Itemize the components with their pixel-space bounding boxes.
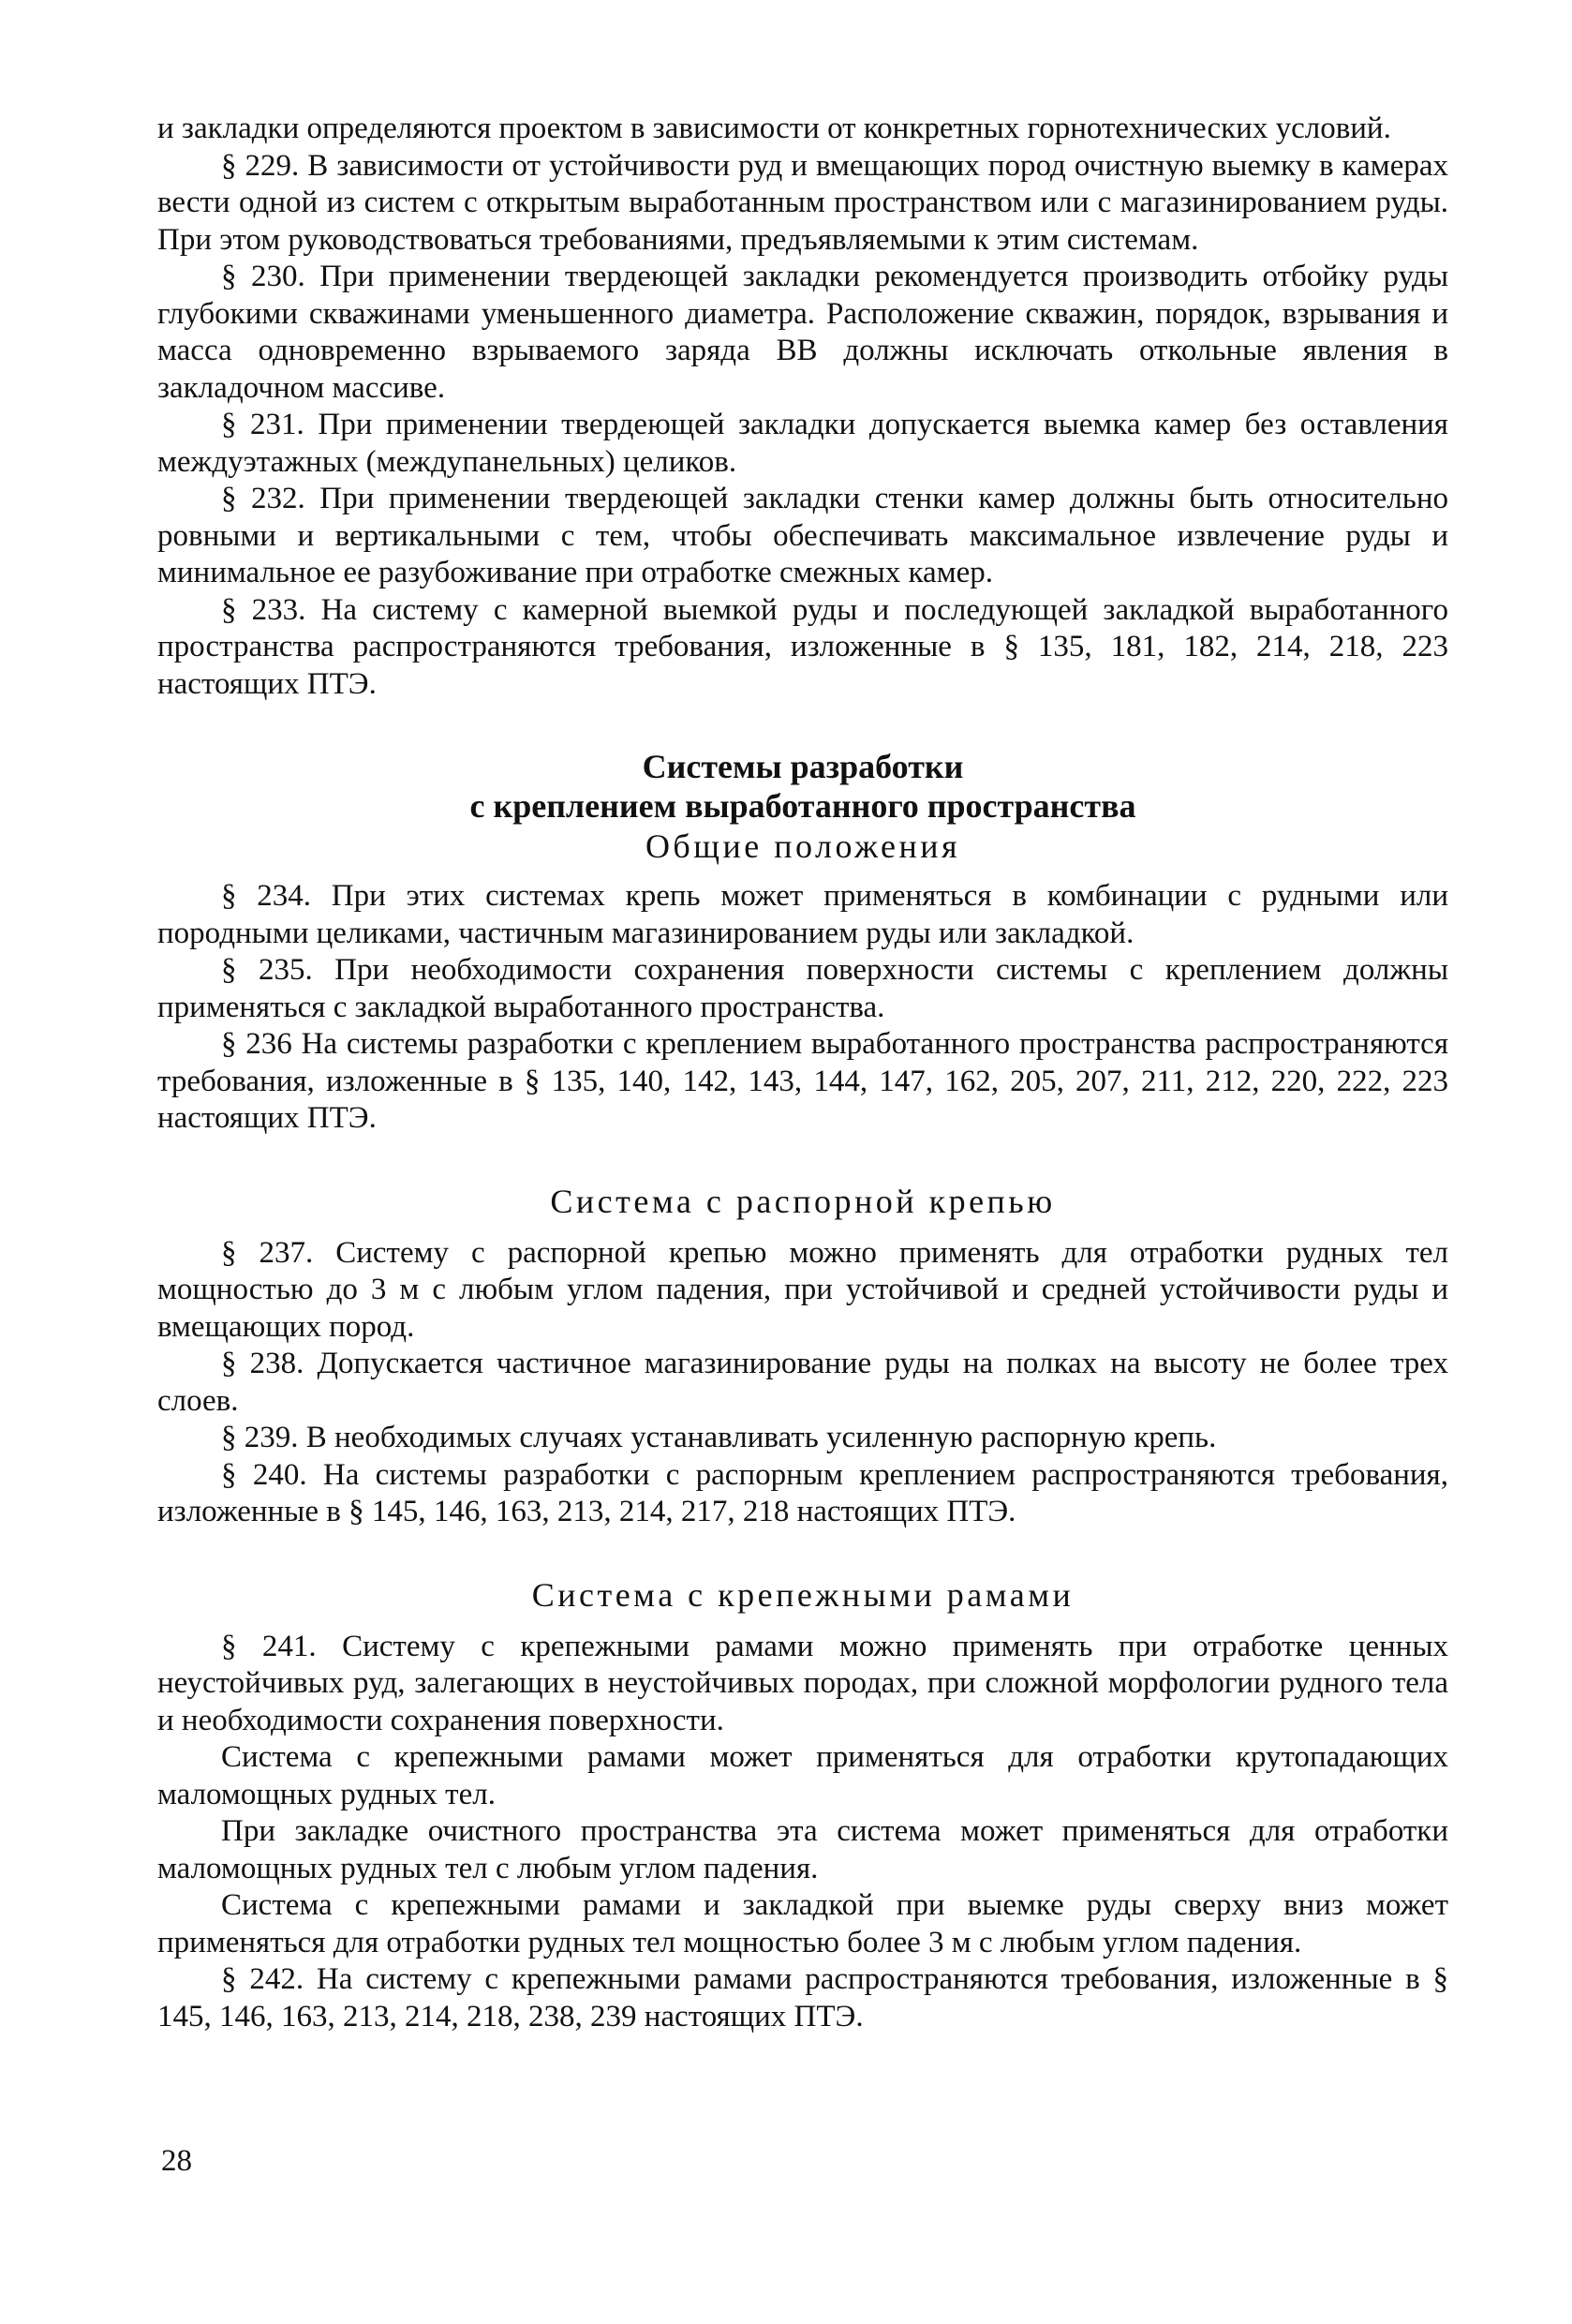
paragraph-240: § 240. На системы разработки с распорным креплением распространяются требования, изложенные в § 145, 146, 163, 213, 214, 217, 218 настоящих ПТЭ. [157, 1457, 1448, 1528]
paragraph-232: § 232. При применении твердеющей закладки стенки камер должны быть относительно ровными и вертикальными с тем, чтобы обеспечивать максимальное извлечение руды и минимальное ее разубоживание при отработке смежных камер. [157, 482, 1448, 589]
section-heading-frame-support [157, 1574, 1448, 1616]
paragraph-238: § 238. Допускается частичное магазинирование руды на полках на высоту не более трех слоев. [157, 1347, 1448, 1418]
paragraph-continuation: и закладки определяются проектом в зависимости от конкретных горнотехнических условий. [157, 112, 1391, 145]
section-body-frame-support [157, 1629, 1448, 2036]
paragraph-241-b: Система с крепежными рамами может применяться для отработки крутопадающих маломощных рудных тел. [157, 1740, 1448, 1811]
paragraph-239: § 239. В необходимых случаях устанавливать усиленную распорную крепь. [221, 1421, 1217, 1454]
paragraph-241: § 241. Систему с крепежными рамами можно применять при отработке ценных неустойчивых руд, залегающих в неустойчивых породах, при сложной морфологии рудного тела и необходимости сохранения поверхности. [157, 1629, 1448, 1737]
paragraph-236: § 236 На системы разработки с креплением выработанного пространства распространяются требования, изложенные в § 135, 140, 142, 143, 144, 147, 162, 205, 207, 211, 212, 220, 222, 223 настоящих ПТЭ. [157, 1027, 1448, 1135]
paragraph-241-c: При закладке очистного пространства эта система может применяться для отработки маломощных рудных тел с любым углом падения. [157, 1814, 1448, 1885]
paragraph-237: § 237. Систему с распорной крепью можно применять для отработки рудных тел мощностью до 3 м с любым углом падения, при устойчивой и средней устойчивости руды и вмещающих пород. [157, 1235, 1448, 1344]
section-heading-spacer-support [157, 1181, 1448, 1222]
page-number: 28 [161, 2144, 192, 2178]
paragraph-229: § 229. В зависимости от устойчивости руд и вмещающих пород очистную выемку в камерах вести одной из систем с открытым выработанным пространством или с магазинированием руды. При этом руководствоваться требованиями, предъявляемыми к этим системам. [157, 148, 1448, 257]
document-page [157, 111, 1448, 2035]
paragraph-231: § 231. При применении твердеющей закладки допускается выемка камер без оставления междуэтажных (междупанельных) целиков. [157, 408, 1448, 479]
paragraph-234: § 234. При этих системах крепь может применяться в комбинации с рудными или породными целиками, частичным магазинированием руды или закладкой. [157, 879, 1448, 950]
section-title-frame-support: Система с крепежными рамами [531, 1575, 1075, 1614]
paragraph-233: § 233. На систему с камерной выемкой руды и последующей закладкой выработанного пространства распространяются требования, изложенные в § 135, 181, 182, 214, 218, 223 настоящих ПТЭ. [157, 592, 1448, 701]
paragraph-241-d: Система с крепежными рамами и закладкой при выемке руды сверху вниз может применяться для отработки рудных тел мощностью более 3 м с любым углом падения. [157, 1888, 1448, 1959]
paragraph-230: § 230. При применении твердеющей закладки рекомендуется производить отбойку руды глубокими скважинами уменьшенного диаметра. Расположение скважин, порядок, взрывания и масса одновременно взрываемого заряда ВВ должны исключать откольные явления в закладочном массиве. [157, 260, 1448, 405]
section-title-spacer-support: Система с распорной крепью [550, 1182, 1056, 1220]
subsection-title-general: Общие положения [645, 827, 961, 865]
section-body-general [157, 878, 1448, 1138]
paragraph-235: § 235. При необходимости сохранения поверхности системы с креплением должны применяться с закладкой выработанного пространства. [157, 953, 1448, 1024]
section-title-line-2: с креплением выработанного пространства [469, 787, 1136, 825]
section-title-line-1: Системы разработки [642, 748, 964, 785]
paragraph-242: § 242. На систему с крепежными рамами распространяются требования, изложенные в § 145, 146, 163, 213, 214, 218, 238, 239 настоящих ПТЭ. [157, 1962, 1448, 2034]
section-body-spacer-support [157, 1235, 1448, 1531]
section-heading-systems-with-support [157, 747, 1448, 867]
